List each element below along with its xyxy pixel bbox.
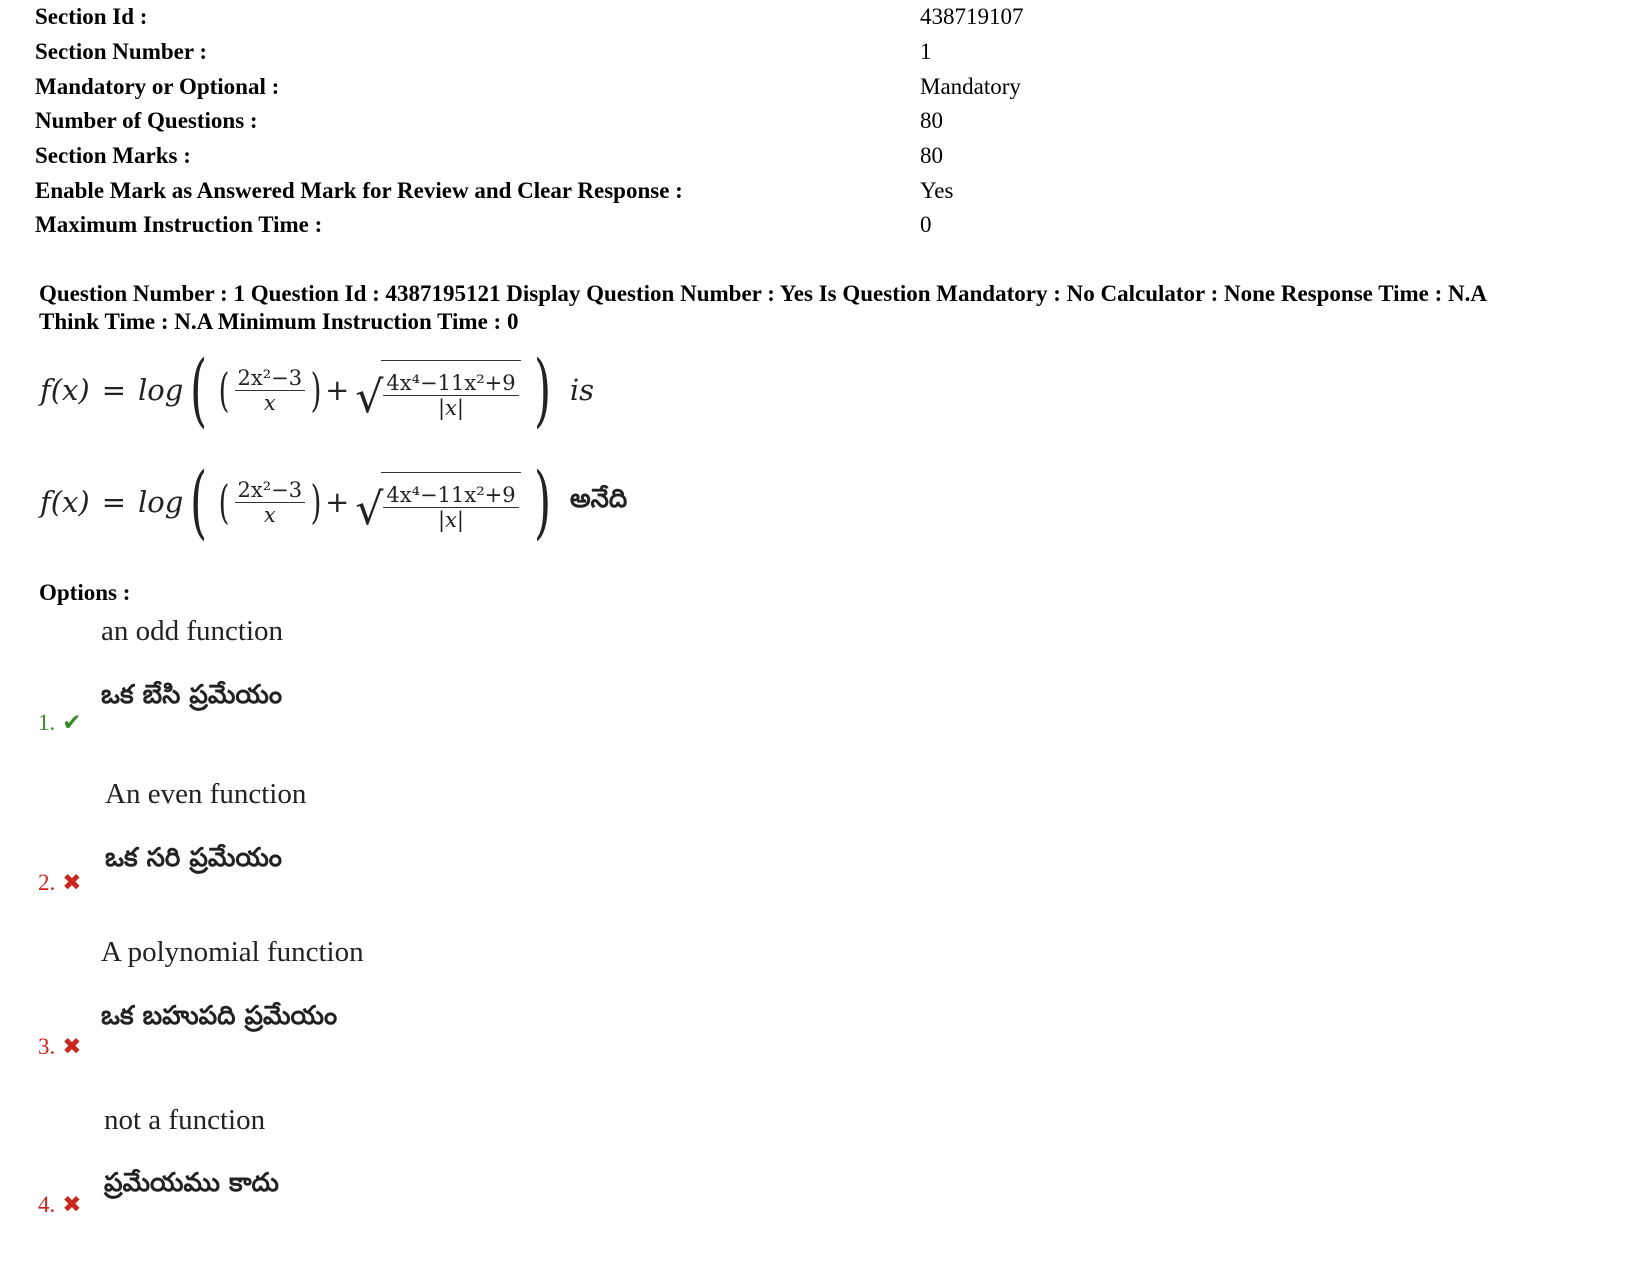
formula-plus: + bbox=[325, 485, 350, 519]
formula-log: log bbox=[138, 485, 184, 519]
info-value: Yes bbox=[920, 177, 954, 203]
formula-fraction-2 bbox=[383, 371, 518, 420]
formula-equals: = bbox=[101, 373, 127, 407]
formula-suffix-te: అనేది bbox=[569, 484, 628, 514]
option-1-text-te: ఒక బేసి ప్రమేయం bbox=[101, 680, 283, 710]
formula-fraction-2 bbox=[383, 483, 518, 532]
info-label: Mandatory or Optional : bbox=[35, 73, 280, 99]
formula-sqrt: √ $\frac{\text{4x⁴−11x²+9}}{|x|}$ bbox=[355, 360, 520, 420]
question-formula-te: f(x) = log ( ( $\frac{\text{2x²−3}}{x}$ ) + √ $\frac{\text{4x⁴−11x²+9}}{|x|}$ ) అనేది bbox=[40, 455, 628, 548]
cross-icon: ✖ bbox=[62, 870, 82, 895]
formula-fraction-1 bbox=[235, 366, 306, 415]
formula-equals: = bbox=[101, 485, 127, 519]
fraction-denominator: |x| bbox=[438, 396, 464, 420]
options-label: Options : bbox=[39, 580, 131, 605]
option-3-number bbox=[38, 1034, 82, 1060]
cross-icon: ✖ bbox=[62, 1192, 82, 1217]
option-number-label: 1. bbox=[38, 710, 56, 735]
section-info-table bbox=[35, 0, 1235, 243]
info-value: 1 bbox=[920, 39, 932, 65]
option-4-text-en: not a function bbox=[104, 1104, 266, 1136]
formula-log: log bbox=[138, 373, 184, 407]
formula-lhs: f(x) bbox=[40, 485, 90, 519]
option-number-label: 4. bbox=[38, 1192, 56, 1217]
option-3-text-en: A polynomial function bbox=[101, 936, 364, 968]
option-2-text-te: ఒక సరి ప్రమేయం bbox=[105, 843, 282, 873]
info-row-enable-mark bbox=[35, 173, 1235, 208]
fraction-denominator: |x| bbox=[438, 508, 464, 532]
fraction-denominator: x bbox=[263, 502, 276, 527]
info-label: Maximum Instruction Time : bbox=[35, 212, 323, 238]
fraction-numerator: 2x²−3 bbox=[235, 478, 306, 503]
option-4-number bbox=[38, 1192, 82, 1218]
option-4-text-te: ప్రమేయము కాదు bbox=[104, 1168, 279, 1198]
formula-suffix-en: is bbox=[569, 373, 594, 407]
option-1-number bbox=[38, 710, 82, 736]
cross-icon: ✖ bbox=[62, 1034, 82, 1059]
option-2-text-en: An even function bbox=[105, 778, 307, 810]
fraction-numerator: 4x⁴−11x²+9 bbox=[383, 483, 518, 508]
option-number-label: 3. bbox=[38, 1034, 56, 1059]
fraction-numerator: 4x⁴−11x²+9 bbox=[383, 371, 518, 396]
option-2-number bbox=[38, 870, 82, 896]
fraction-numerator: 2x²−3 bbox=[235, 366, 306, 391]
info-label: Section Number : bbox=[35, 39, 208, 65]
info-value: 0 bbox=[920, 212, 932, 238]
option-3-text-te: ఒక బహుపది ప్రమేయం bbox=[101, 1001, 338, 1031]
info-row-max-instruction-time bbox=[35, 208, 1235, 243]
formula-fraction-1 bbox=[235, 478, 306, 527]
info-row-number-of-questions bbox=[35, 104, 1235, 139]
info-row-section-number bbox=[35, 35, 1235, 70]
info-label: Section Id : bbox=[35, 4, 148, 30]
info-value: 438719107 bbox=[920, 4, 1024, 30]
formula-plus: + bbox=[325, 373, 350, 407]
info-row-section-marks bbox=[35, 139, 1235, 174]
question-formula-en: f(x) = log ( ( $\frac{\text{2x²−3}}{x}$ ) + √ $\frac{\text{4x⁴−11x²+9}}{|x|}$ ) is bbox=[40, 343, 594, 436]
formula-lhs: f(x) bbox=[40, 373, 90, 407]
fraction-denominator: x bbox=[263, 390, 276, 415]
info-value: Mandatory bbox=[920, 73, 1021, 99]
info-row-mandatory bbox=[35, 69, 1235, 104]
info-label: Number of Questions : bbox=[35, 108, 258, 134]
option-1-text-en: an odd function bbox=[101, 615, 284, 647]
info-row-section-id bbox=[35, 0, 1235, 35]
formula-sqrt: √ $\frac{\text{4x⁴−11x²+9}}{|x|}$ bbox=[355, 472, 520, 532]
check-icon: ✔ bbox=[62, 710, 82, 735]
option-number-label: 2. bbox=[38, 870, 56, 895]
info-value: 80 bbox=[920, 143, 943, 169]
info-value: 80 bbox=[920, 108, 943, 134]
question-header-line2: Think Time : N.A Minimum Instruction Time : 0 bbox=[39, 309, 519, 334]
info-label: Section Marks : bbox=[35, 143, 191, 169]
question-header bbox=[39, 280, 1639, 336]
info-label: Enable Mark as Answered Mark for Review and Clear Response : bbox=[35, 177, 683, 203]
question-header-line1: Question Number : 1 Question Id : 4387195121 Display Question Number : Yes Is Question Mandatory : No Calculator : None Response Time : N.A bbox=[39, 281, 1488, 306]
